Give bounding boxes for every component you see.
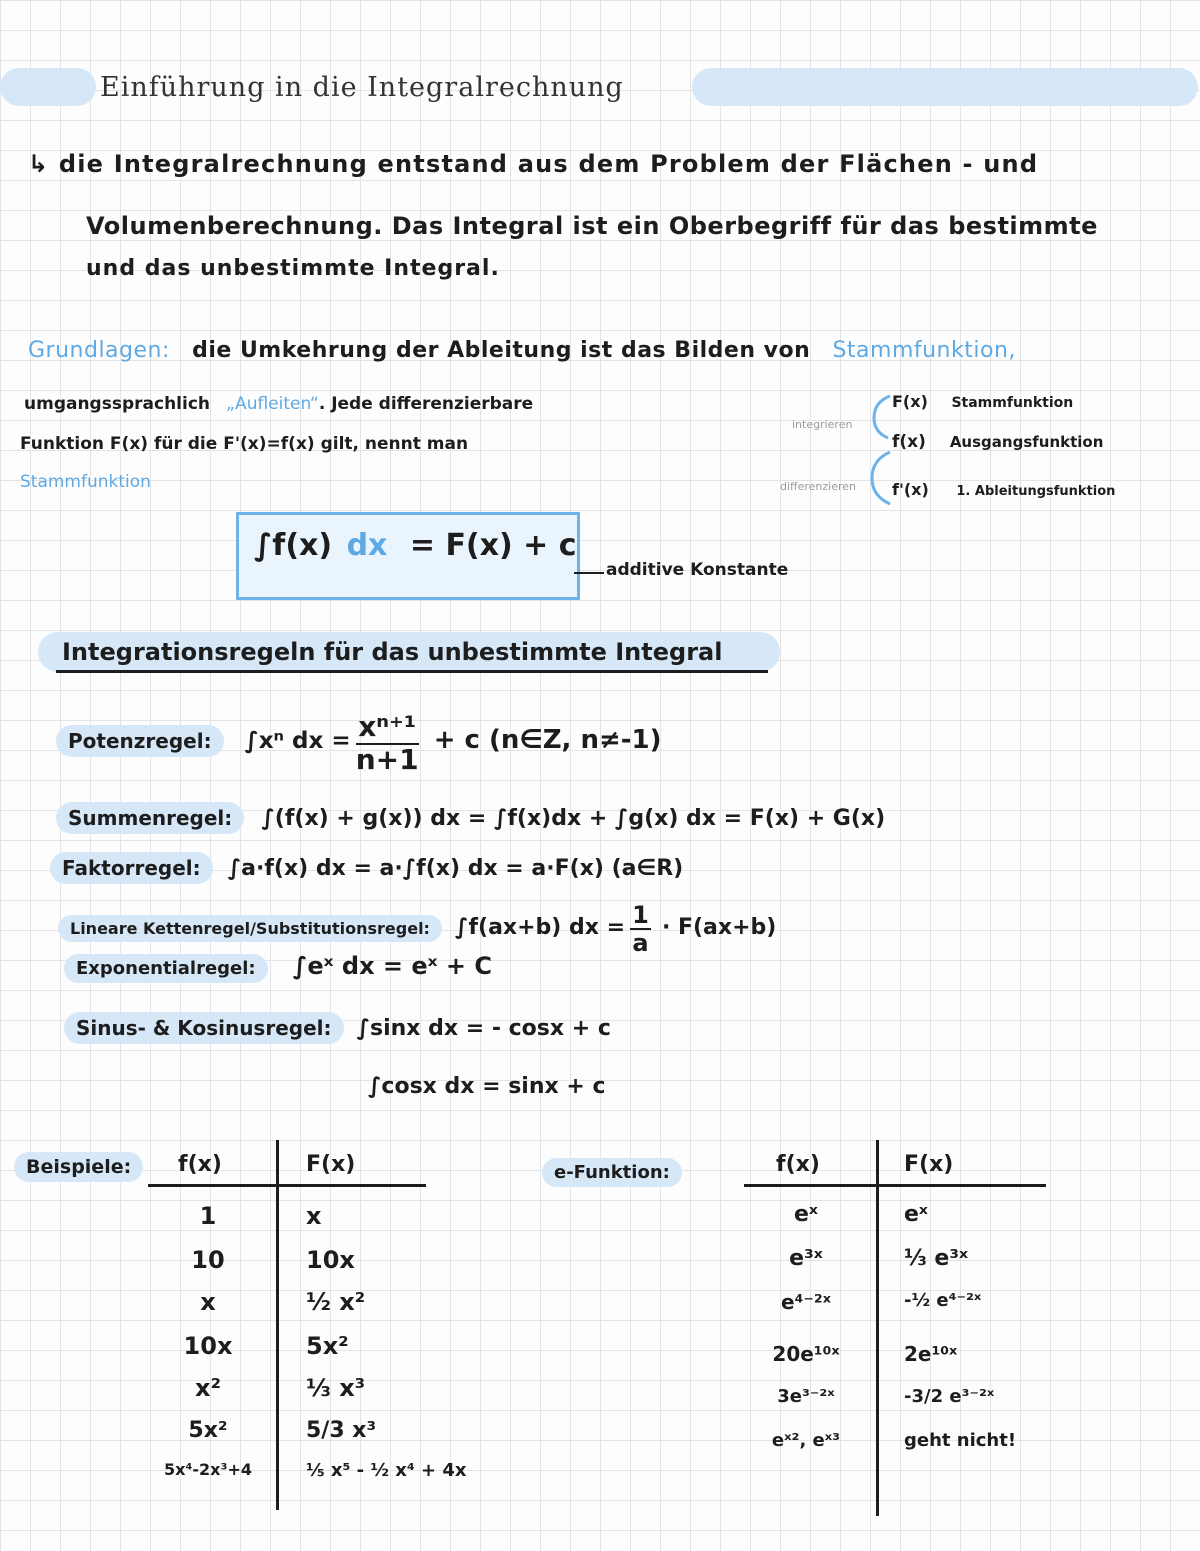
table-cell-F: eˣ (904, 1202, 928, 1227)
table-cell-F: ½ x² (306, 1288, 366, 1316)
main-formula-annotation: additive Konstante (606, 560, 789, 580)
potenz-rule (56, 712, 662, 776)
linear-rule (58, 902, 776, 957)
linear-formula-right: · F(ax+b) (661, 914, 777, 940)
table-cell-F: -½ e⁴⁻²ˣ (904, 1290, 982, 1311)
faktor-rule (50, 856, 683, 881)
linear-label: Lineare Kettenregel/Substitutionsregel: (58, 915, 442, 942)
table-cell-F: ⅓ e³ˣ (904, 1246, 969, 1271)
table-cell-f: x² (195, 1374, 221, 1402)
aufleiten-term: „Aufleiten“ (225, 394, 319, 414)
table-cell-F: ⅕ x⁵ - ½ x⁴ + 4x (306, 1460, 467, 1481)
potenz-formula-right: + c (n∈Z, n≠-1) (433, 725, 662, 756)
linear-numerator: 1 (632, 901, 649, 929)
potenz-numerator: xⁿ⁺¹ (356, 712, 419, 745)
diagram-row-1 (892, 392, 1073, 411)
potenz-fraction (356, 712, 419, 776)
sinus-rule (64, 1016, 611, 1041)
faktor-formula: ∫a·f(x) dx = a·∫f(x) dx = a·F(x) (a∈R) (227, 856, 684, 881)
table-cell-f: e³ˣ (789, 1246, 823, 1271)
linear-fraction (630, 902, 651, 957)
brace-differenzieren (872, 452, 890, 504)
potenz-denominator: n+1 (355, 742, 419, 776)
table-cell-f: 5x² (188, 1418, 228, 1443)
summen-label: Summenregel: (56, 802, 244, 834)
efunktion-label: e-Funktion: (542, 1158, 682, 1187)
diagram-desc-2: Ausgangsfunktion (949, 433, 1104, 451)
main-formula-rhs: = F(x) + c (409, 528, 577, 563)
diagram-desc-3: 1. Ableitungsfunktion (956, 484, 1116, 499)
grundlagen-label: Grundlagen: (28, 338, 170, 363)
intro-line-3: und das unbestimmte Integral. (86, 256, 500, 281)
diagram-fn-2: f(x) (892, 432, 926, 452)
efunktion-header-F: F(x) (904, 1152, 954, 1177)
expo-label: Exponentialregel: (64, 954, 268, 983)
expo-formula: ∫eˣ dx = eˣ + C (292, 952, 492, 980)
rules-heading: Integrationsregeln für das unbestimmte Integral (62, 638, 723, 666)
main-formula-dx: dx (346, 528, 388, 563)
beispiele-label: Beispiele: (14, 1152, 143, 1182)
title-highlight-left (0, 68, 96, 106)
table-cell-f: 5x⁴-2x³+4 (163, 1460, 253, 1479)
grundlagen-line-1 (28, 338, 1016, 363)
beispiele-vline (276, 1140, 279, 1510)
potenz-label: Potenzregel: (56, 725, 224, 757)
table-cell-f: 20e¹⁰ˣ (772, 1342, 840, 1366)
table-cell-F: 5x² (306, 1332, 349, 1360)
table-cell-F: 10x (306, 1246, 355, 1274)
table-cell-f: 3e³⁻²ˣ (777, 1386, 835, 1407)
linear-denominator: a (632, 929, 649, 958)
grundlagen-line-3: Funktion F(x) für die F'(x)=f(x) gilt, nennt man (20, 434, 469, 454)
linear-formula-left: ∫f(ax+b) dx = (455, 914, 626, 940)
table-cell-f: eˣ (794, 1202, 818, 1227)
table-cell-f: 10 (191, 1246, 225, 1274)
potenz-formula-left: ∫xⁿ dx = (244, 728, 351, 755)
table-cell-f: 1 (199, 1202, 217, 1230)
beispiele-header-f: f(x) (178, 1152, 222, 1177)
grundlagen-line-4: Stammfunktion (20, 472, 151, 492)
table-cell-f: eˣ², eˣ³ (771, 1430, 841, 1451)
grundlagen-line-2 (24, 394, 533, 414)
table-cell-F: x (306, 1202, 322, 1230)
table-cell-f: e⁴⁻²ˣ (781, 1290, 831, 1314)
summen-formula: ∫(f(x) + g(x)) dx = ∫f(x)dx + ∫g(x) dx = F(x) + G(x) (261, 806, 886, 831)
main-formula (254, 528, 577, 563)
diagram-fn-1: F(x) (892, 392, 928, 411)
table-cell-F: ⅓ x³ (306, 1374, 366, 1402)
sinus-label: Sinus- & Kosinusregel: (64, 1012, 344, 1044)
table-cell-f: 10x (183, 1332, 233, 1360)
rules-heading-underline (56, 670, 768, 673)
diagram-row-2 (892, 432, 1103, 452)
stammfunktion-term: Stammfunktion, (832, 338, 1016, 363)
diagram-fn-3: f'(x) (892, 480, 929, 499)
page-title: Einführung in die Integralrechnung (100, 72, 624, 103)
faktor-label: Faktorregel: (50, 852, 213, 884)
intro-line-2: Volumenberechnung. Das Integral ist ein Oberbegriff für das bestimmte (86, 212, 1098, 240)
grundlagen-text-1: die Umkehrung der Ableitung ist das Bilden von (192, 338, 811, 363)
diagram-row-3 (892, 480, 1115, 499)
grundlagen-text-2a: umgangssprachlich (24, 394, 211, 414)
annotation-line (574, 572, 604, 574)
efunktion-vline (876, 1140, 879, 1516)
beispiele-hline (148, 1184, 426, 1187)
integrieren-label: integrieren (792, 418, 853, 431)
table-cell-F: 5/3 x³ (306, 1418, 377, 1443)
table-cell-F: 2e¹⁰ˣ (904, 1342, 958, 1366)
efunktion-hline (744, 1184, 1046, 1187)
expo-rule (64, 952, 492, 980)
grundlagen-text-2b: . Jede differenzierbare (318, 394, 534, 414)
sinus-formula-2: ∫cosx dx = sinx + c (368, 1074, 606, 1099)
differenzieren-label: differenzieren (780, 480, 857, 493)
title-highlight-right (692, 68, 1198, 106)
sinus-formula-1: ∫sinx dx = - cosx + c (356, 1016, 611, 1041)
table-cell-F: geht nicht! (904, 1430, 1017, 1451)
summen-rule (56, 806, 885, 831)
efunktion-header-f: f(x) (776, 1152, 820, 1177)
brace-integrieren (874, 396, 890, 438)
table-cell-f: x (200, 1288, 216, 1316)
main-formula-lhs: ∫f(x) (254, 528, 333, 563)
table-cell-F: -3/2 e³⁻²ˣ (904, 1386, 995, 1407)
beispiele-header-F: F(x) (306, 1152, 356, 1177)
diagram-desc-1: Stammfunktion (951, 395, 1074, 411)
intro-line-1: ↳ die Integralrechnung entstand aus dem Problem der Flächen - und (28, 150, 1039, 178)
